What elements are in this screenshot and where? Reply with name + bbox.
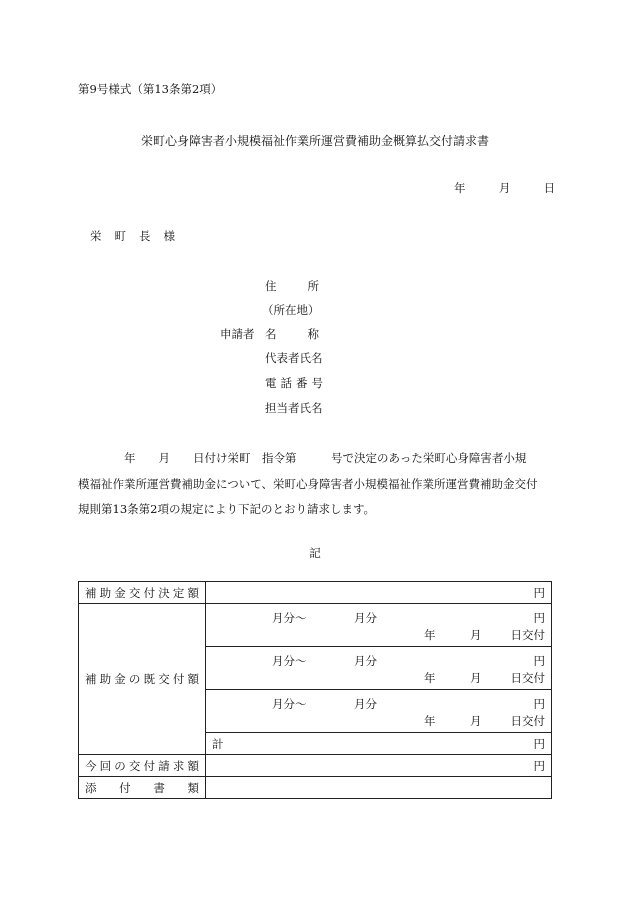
period-from: 月分〜 <box>272 611 307 625</box>
body-line-2: 模福祉作業所運営費補助金について、栄町心身障害者小規模福祉作業所運営費補助金交付 <box>78 476 538 491</box>
person-in-charge-label: 担当者氏名 <box>265 401 323 415</box>
period-year: 年 <box>424 714 436 728</box>
phone-label: 電話番号 <box>265 376 327 390</box>
period-issued: 日交付 <box>510 714 545 728</box>
table-row <box>79 582 552 604</box>
date-day: 日 <box>543 181 556 195</box>
paid-amount-label: 補助金の既交付額 <box>79 604 206 755</box>
addressee: 栄町長様 <box>90 229 188 243</box>
period-yen: 円 <box>533 697 545 711</box>
period-to: 月分 <box>354 654 377 668</box>
body-line-3: 規則第13条第2項の規定により下記のとおり請求します。 <box>78 502 376 516</box>
ki-heading: 記 <box>309 546 321 560</box>
attachments-label: 添付書類 <box>79 777 206 799</box>
period-yen: 円 <box>533 654 545 668</box>
period-month: 月 <box>470 628 482 642</box>
current-request-label: 今回の交付請求額 <box>79 755 206 777</box>
period-month: 月 <box>470 714 482 728</box>
request-table <box>78 581 552 799</box>
applicant-label: 申請者 <box>220 327 255 341</box>
period-from: 月分〜 <box>272 697 307 711</box>
date-year: 年 <box>454 181 466 195</box>
period-issued: 日交付 <box>510 628 545 642</box>
table-row <box>79 604 552 647</box>
period-from: 月分〜 <box>272 654 307 668</box>
body-line-1: 年 月 日付け栄町 指令第 号で決定のあった栄町心身障害者小規 <box>78 451 527 465</box>
decided-amount-label: 補助金交付決定額 <box>79 582 206 604</box>
address-label: 住所 <box>265 279 350 293</box>
period-yen: 円 <box>533 611 545 625</box>
date-month: 月 <box>498 181 511 195</box>
period-to: 月分 <box>354 697 377 711</box>
name-label: 名称 <box>265 327 350 341</box>
period-issued: 日交付 <box>510 671 545 685</box>
table-row <box>79 777 552 799</box>
total-cell <box>206 733 552 755</box>
request-body <box>78 446 548 523</box>
period-cell <box>206 647 552 690</box>
period-cell <box>206 690 552 733</box>
current-request-value: 円 <box>206 755 552 777</box>
table-row <box>79 755 552 777</box>
representative-label: 代表者氏名 <box>265 351 323 365</box>
document-title: 栄町心身障害者小規模福祉作業所運営費補助金概算払交付請求書 <box>140 134 489 148</box>
period-cell <box>206 604 552 647</box>
period-year: 年 <box>424 671 436 685</box>
total-value: 円 <box>533 736 545 751</box>
decided-amount-value: 円 <box>206 582 552 604</box>
total-label: 計 <box>212 736 224 751</box>
period-to: 月分 <box>354 611 377 625</box>
date-line <box>454 180 555 196</box>
period-year: 年 <box>424 628 436 642</box>
period-month: 月 <box>470 671 482 685</box>
attachments-value <box>206 777 552 799</box>
form-number: 第9号様式（第13条第2項） <box>78 82 223 96</box>
location-label: （所在地） <box>262 303 320 317</box>
